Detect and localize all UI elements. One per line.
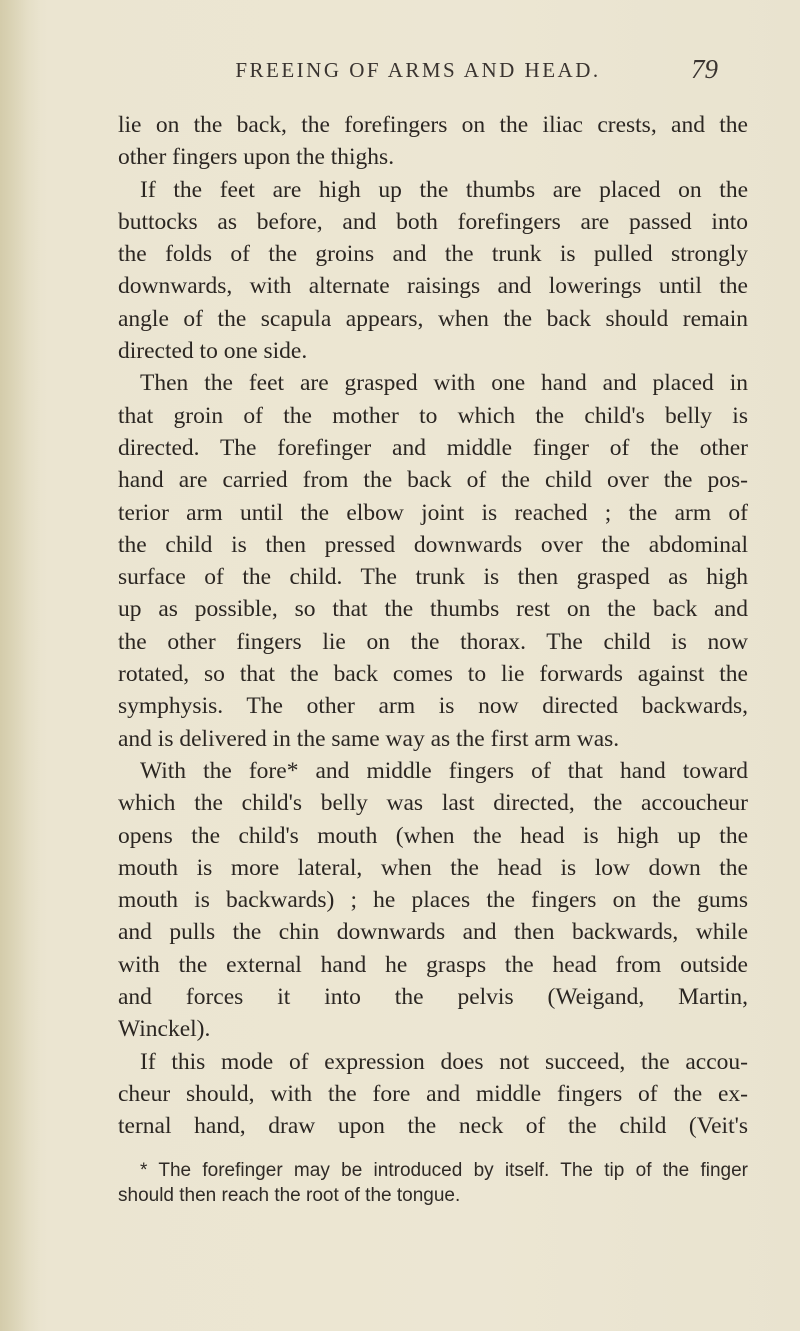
text-line: hand are carried from the back of the child over the pos- xyxy=(118,467,748,494)
text-line: that groin of the mother to which the child's belly is xyxy=(118,402,748,429)
text-line: up as possible, so that the thumbs rest on the back and xyxy=(118,596,748,623)
text-line: buttocks as before, and both forefingers are passed into xyxy=(118,208,748,235)
text-line: and is delivered in the same way as the first arm was. xyxy=(118,725,620,752)
text-line: rotated, so that the back comes to lie forwards against the xyxy=(118,661,748,688)
text-line: mouth is more lateral, when the head is low down the xyxy=(118,854,748,881)
text-line: ternal hand, draw upon the neck of the child (Veit's xyxy=(118,1113,748,1140)
text-line: symphysis. The other arm is now directed backwards, xyxy=(118,693,748,720)
footnote xyxy=(118,1158,748,1208)
text-line: and forces it into the pelvis (Weigand, Martin, xyxy=(118,984,748,1011)
text-line: If the feet are high up the thumbs are placed on the xyxy=(140,176,748,203)
page-number: 79 xyxy=(691,54,718,84)
text-line: with the external hand he grasps the head from outside xyxy=(118,951,748,978)
text-line: terior arm until the elbow joint is reached ; the arm of xyxy=(118,499,748,526)
text-line: Winckel). xyxy=(118,1016,211,1043)
text-line: directed to one side. xyxy=(118,338,308,365)
page-header xyxy=(118,54,748,92)
text-line: surface of the child. The trunk is then grasped as high xyxy=(118,564,748,591)
text-line: opens the child's mouth (when the head is high up the xyxy=(118,822,748,849)
running-head: FREEING OF ARMS AND HEAD. xyxy=(235,58,601,82)
text-line: Then the feet are grasped with one hand and placed in xyxy=(140,370,748,397)
gutter-shadow xyxy=(0,0,40,1331)
text-line: With the fore* and middle fingers of that hand toward xyxy=(140,757,748,784)
text-line: downwards, with alternate raisings and lowerings until the xyxy=(118,273,748,300)
text-line: angle of the scapula appears, when the back should remain xyxy=(118,305,748,332)
text-line: If this mode of expression does not succeed, the accou- xyxy=(140,1048,748,1075)
footnote-line: should then reach the root of the tongue. xyxy=(118,1185,461,1206)
body-text xyxy=(118,109,748,1143)
text-line: which the child's belly was last directed, the accoucheur xyxy=(118,790,748,817)
text-line: and pulls the chin downwards and then backwards, while xyxy=(118,919,748,946)
text-line: cheur should, with the fore and middle fingers of the ex- xyxy=(118,1080,748,1107)
text-line: other fingers upon the thighs. xyxy=(118,144,395,171)
text-line: the child is then pressed downwards over the abdominal xyxy=(118,531,748,558)
text-line: the other fingers lie on the thorax. The child is now xyxy=(118,628,748,655)
text-line: lie on the back, the forefingers on the iliac crests, and the xyxy=(118,112,748,138)
text-line: the folds of the groins and the trunk is pulled strongly xyxy=(118,241,748,268)
text-line: directed. The forefinger and middle finger of the other xyxy=(118,434,748,461)
footnote-line: * The forefinger may be introduced by itself. The tip of the finger xyxy=(140,1160,748,1181)
text-line: mouth is backwards) ; he places the fingers on the gums xyxy=(118,887,748,914)
